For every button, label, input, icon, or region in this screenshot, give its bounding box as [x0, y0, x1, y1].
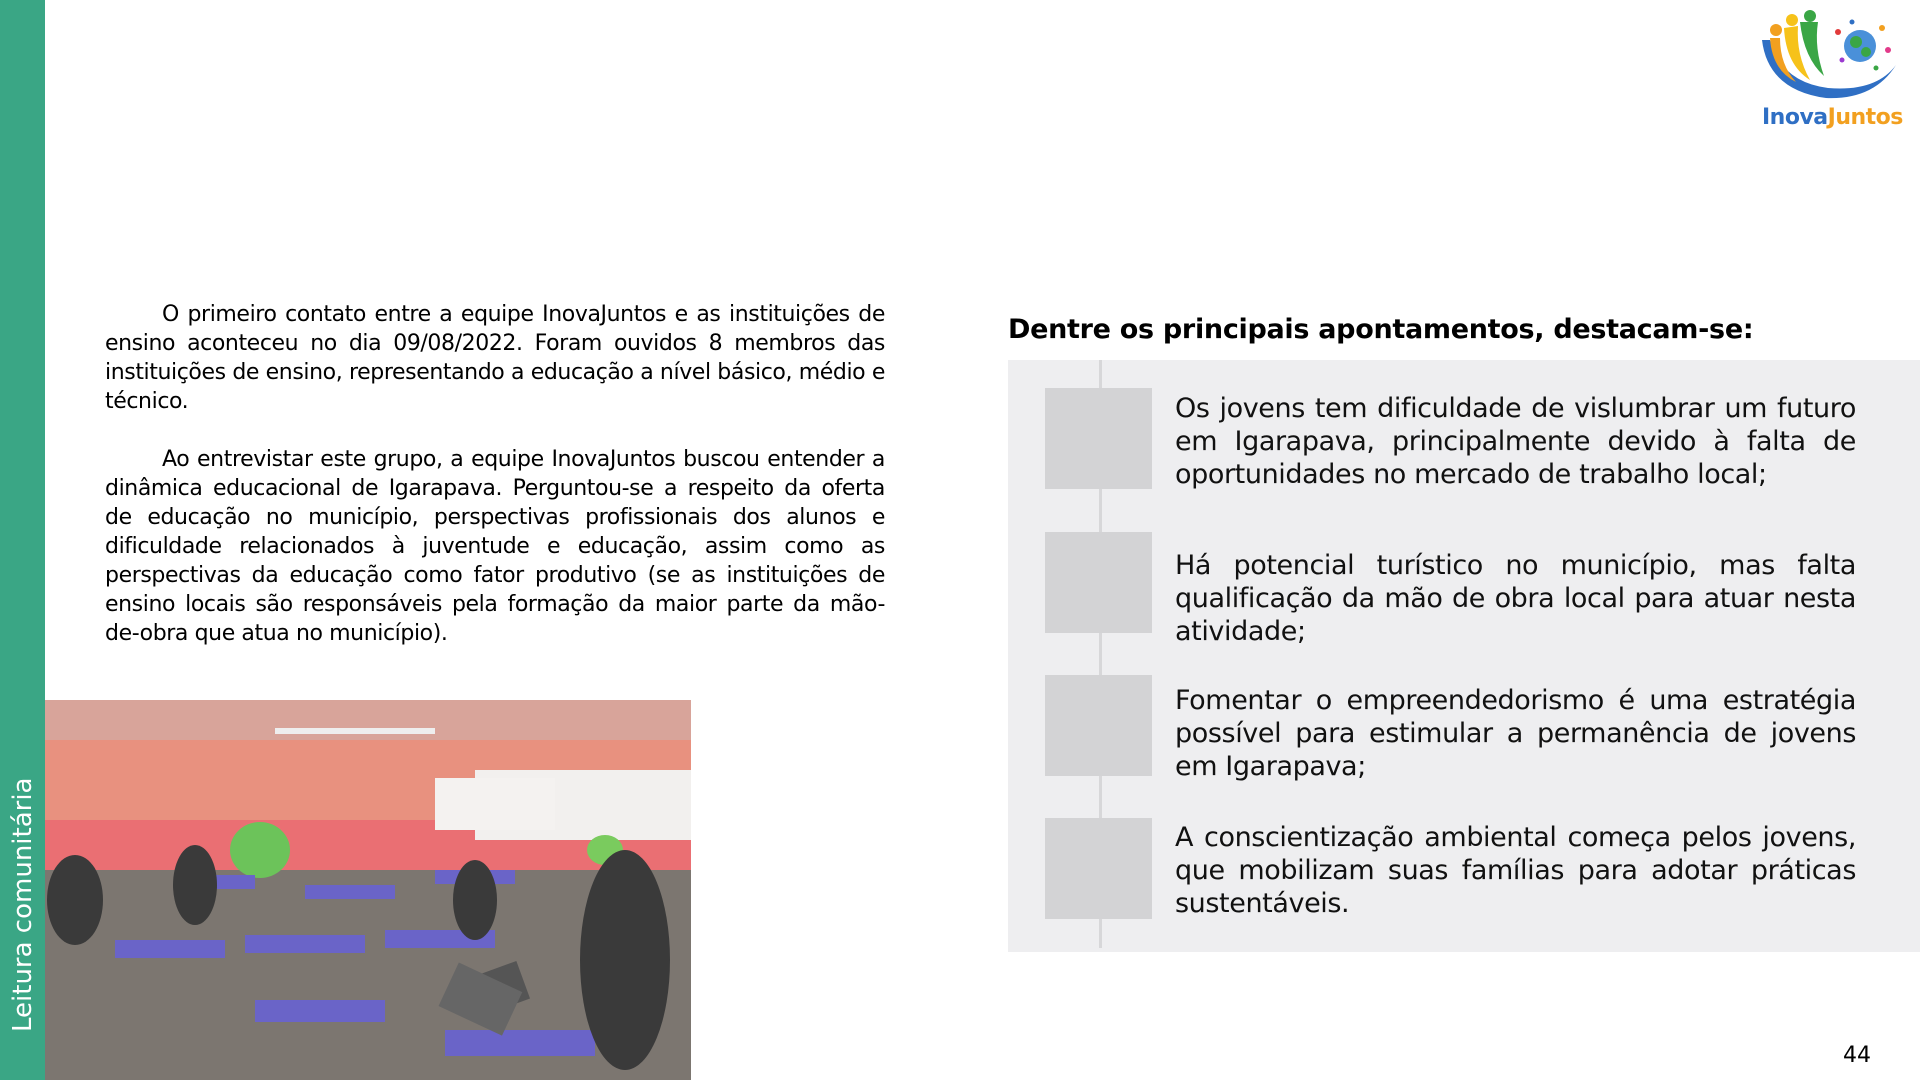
intro-text	[105, 300, 885, 677]
intro-paragraph-2: Ao entrevistar este grupo, a equipe InovaJuntos buscou entender a dinâmica educacional de Igarapava. Perguntou-se a respeito da oferta de educação no município, perspectivas profissionais dos alunos e dificuldade relacionados à juventude e educação, assim como as perspectivas da educação como fator produtivo (se as instituições de ensino locais são responsáveis pela formação da maior parte da mão-de-obra que atua no município).	[105, 447, 885, 646]
timeline-marker	[1045, 388, 1152, 489]
logo-text-inova: Inova	[1762, 105, 1828, 130]
classroom-photo	[45, 700, 691, 1080]
highlights-title: Dentre os principais apontamentos, destacam-se:	[1008, 314, 1754, 345]
highlight-text: A conscientização ambiental começa pelos jovens, que mobilizam suas famílias para adotar práticas sustentáveis.	[1175, 822, 1856, 919]
sidebar-label: Leitura comunitária	[8, 777, 38, 1032]
intro-paragraph-1: O primeiro contato entre a equipe InovaJuntos e as instituições de ensino aconteceu no dia 09/08/2022. Foram ouvidos 8 membros das instituições de ensino, representando a educação a nível básico, médio e técnico.	[105, 302, 885, 414]
logo-text-juntos: Juntos	[1827, 105, 1903, 130]
page-number: 44	[1843, 1043, 1871, 1068]
logo-emblem-icon	[1756, 10, 1906, 110]
highlight-text: Os jovens tem dificuldade de vislumbrar um futuro em Igarapava, principalmente devido à falta de oportunidades no mercado de trabalho local;	[1175, 393, 1856, 490]
inovajuntos-logo	[1756, 10, 1906, 135]
sidebar	[0, 0, 45, 1080]
highlight-text: Fomentar o empreendedorismo é uma estratégia possível para estimular a permanência de jovens em Igarapava;	[1175, 685, 1856, 782]
highlights-panel	[1008, 360, 1920, 952]
timeline-marker	[1045, 818, 1152, 919]
logo-text	[1762, 105, 1903, 130]
highlight-text: Há potencial turístico no município, mas falta qualificação da mão de obra local para atuar nesta atividade;	[1175, 550, 1856, 647]
timeline-marker	[1045, 675, 1152, 776]
timeline-marker	[1045, 532, 1152, 633]
